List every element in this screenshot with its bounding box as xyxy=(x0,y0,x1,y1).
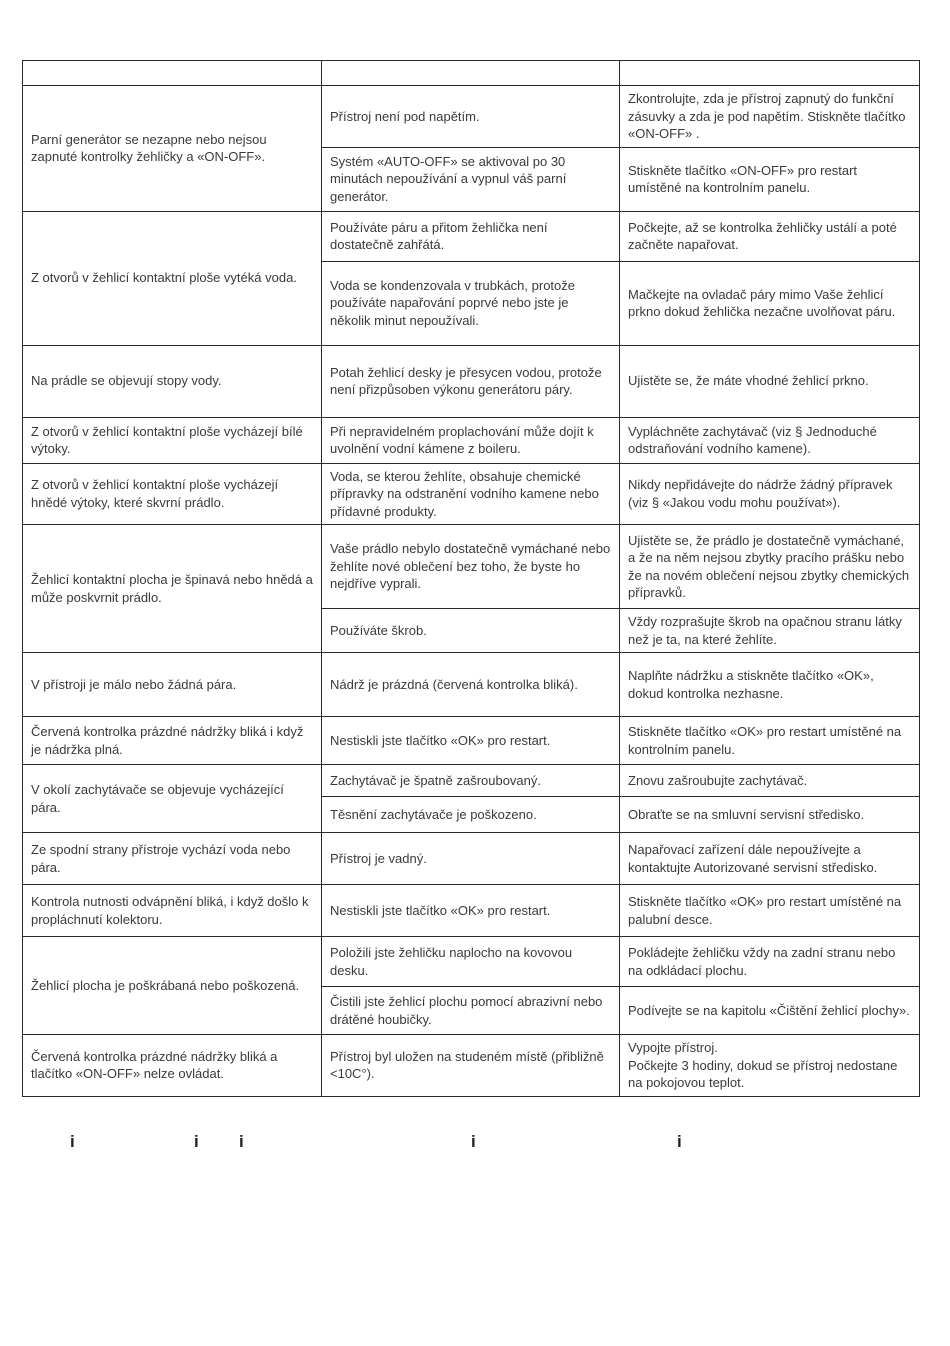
solution-cell: Mačkejte na ovladač páry mimo Vaše žehlicí prkno dokud žehlička nezačne uvolňovat páru. xyxy=(620,261,920,345)
solution-cell: Stiskněte tlačítko «OK» pro restart umístěné na kontrolním panelu. xyxy=(620,717,920,765)
table-row xyxy=(23,885,920,937)
table-row xyxy=(23,463,920,525)
solution-cell: Počkejte, až se kontrolka žehličky ustálí a poté začněte napařovat. xyxy=(620,211,920,261)
header-row xyxy=(23,61,920,86)
cause-cell: Těsnění zachytávače je poškozeno. xyxy=(322,797,620,833)
table-row xyxy=(23,717,920,765)
table-row xyxy=(23,937,920,987)
cause-cell: Přístroj je vadný. xyxy=(322,833,620,885)
header-problem xyxy=(23,61,322,86)
cause-cell: Potah žehlicí desky je přesycen vodou, protože není přizpůsoben výkonu generátoru páry. xyxy=(322,345,620,417)
table-row xyxy=(23,833,920,885)
cause-cell: Nádrž je prázdná (červená kontrolka bliká). xyxy=(322,653,620,717)
table-row xyxy=(23,765,920,797)
header-cause xyxy=(322,61,620,86)
table-row xyxy=(23,1035,920,1097)
solution-cell: Naplňte nádržku a stiskněte tlačítko «OK», dokud kontrolka nezhasne. xyxy=(620,653,920,717)
problem-cell: Červená kontrolka prázdné nádržky bliká a tlačítko «ON-OFF» nelze ovládat. xyxy=(23,1035,322,1097)
table-row xyxy=(23,525,920,609)
table-header xyxy=(23,61,920,86)
solution-cell: Vždy rozprašujte škrob na opačnou stranu látky než je ta, na které žehlíte. xyxy=(620,609,920,653)
solution-cell: Podívejte se na kapitolu «Čištění žehlicí plochy». xyxy=(620,987,920,1035)
cause-cell: Voda, se kterou žehlíte, obsahuje chemické přípravky na odstranění vodního kamene nebo přídavné produkty. xyxy=(322,463,620,525)
problem-cell: Ze spodní strany přístroje vychází voda nebo pára. xyxy=(23,833,322,885)
cause-cell: Systém «AUTO-OFF» se aktivoval po 30 minutách nepoužívání a vypnul váš parní generátor. xyxy=(322,147,620,211)
solution-cell: Stiskněte tlačítko «ON-OFF» pro restart umístěné na kontrolním panelu. xyxy=(620,147,920,211)
solution-cell: Ujistěte se, že prádlo je dostatečně vymáchané, a že na něm nejsou zbytky pracího prášku nebo že na novém oblečení nejsou zbytky chemických přípravků. xyxy=(620,525,920,609)
problem-cell: V přístroji je málo nebo žádná pára. xyxy=(23,653,322,717)
solution-cell: Vypláchněte zachytávač (viz § Jednoduché odstraňování vodního kamene). xyxy=(620,417,920,463)
solution-cell: Stiskněte tlačítko «OK» pro restart umístěné na palubní desce. xyxy=(620,885,920,937)
table-body xyxy=(23,86,920,1097)
cause-cell: Zachytávač je špatně zašroubovaný. xyxy=(322,765,620,797)
solution-cell: Znovu zašroubujte zachytávač. xyxy=(620,765,920,797)
cause-cell: Voda se kondenzovala v trubkách, protože používáte napařování poprvé nebo jste je několik minut nepoužívali. xyxy=(322,261,620,345)
header-solution xyxy=(620,61,920,86)
table-row xyxy=(23,653,920,717)
solution-cell: Napařovací zařízení dále nepoužívejte a kontaktujte Autorizované servisní středisko. xyxy=(620,833,920,885)
cause-cell: Při nepravidelném proplachování může dojít k uvolnění vodní kámene z boileru. xyxy=(322,417,620,463)
problem-cell: Parní generátor se nezapne nebo nejsou zapnuté kontrolky žehličky a «ON-OFF». xyxy=(23,86,322,212)
info-mark: i xyxy=(677,1132,682,1151)
solution-cell: Obraťte se na smluvní servisní středisko. xyxy=(620,797,920,833)
cause-cell: Nestiskli jste tlačítko «OK» pro restart. xyxy=(322,885,620,937)
table-row xyxy=(23,211,920,261)
cause-cell: Vaše prádlo nebylo dostatečně vymáchané nebo žehlíte nové oblečení bez toho, že byste ho nejdříve vyprali. xyxy=(322,525,620,609)
cause-cell: Položili jste žehličku naplocho na kovovou desku. xyxy=(322,937,620,987)
problem-cell: Červená kontrolka prázdné nádržky bliká i když je nádržka plná. xyxy=(23,717,322,765)
problem-cell: Na prádle se objevují stopy vody. xyxy=(23,345,322,417)
cause-cell: Nestiskli jste tlačítko «OK» pro restart. xyxy=(322,717,620,765)
problem-cell: Žehlicí kontaktní plocha je špinavá nebo hnědá a může poskvrnit prádlo. xyxy=(23,525,322,653)
table-row xyxy=(23,86,920,148)
cause-cell: Přístroj byl uložen na studeném místě (přibližně <10C°). xyxy=(322,1035,620,1097)
info-mark: i xyxy=(471,1132,476,1151)
problem-cell: Z otvorů v žehlicí kontaktní ploše vycházejí bílé výtoky. xyxy=(23,417,322,463)
problem-cell: Z otvorů v žehlicí kontaktní ploše vytéká voda. xyxy=(23,211,322,345)
problem-cell: V okolí zachytávače se objevuje vycházející pára. xyxy=(23,765,322,833)
solution-cell: Pokládejte žehličku vždy na zadní stranu nebo na odkládací plochu. xyxy=(620,937,920,987)
solution-cell: Vypojte přístroj. Počkejte 3 hodiny, dokud se přístroj nedostane na pokojovou teplot. xyxy=(620,1035,920,1097)
cause-cell: Používáte škrob. xyxy=(322,609,620,653)
problem-cell: Kontrola nutnosti odvápnění bliká, i když došlo k propláchnutí kolektoru. xyxy=(23,885,322,937)
problem-cell: Z otvorů v žehlicí kontaktní ploše vycházejí hnědé výtoky, které skvrní prádlo. xyxy=(23,463,322,525)
troubleshooting-table xyxy=(22,60,920,1097)
solution-cell: Ujistěte se, že máte vhodné žehlicí prkno. xyxy=(620,345,920,417)
cause-cell: Čistili jste žehlicí plochu pomocí abrazivní nebo drátěné houbičky. xyxy=(322,987,620,1035)
footer-marks xyxy=(0,1132,950,1154)
solution-cell: Nikdy nepřidávejte do nádrže žádný přípravek (viz § «Jakou vodu mohu používat»). xyxy=(620,463,920,525)
cause-cell: Přístroj není pod napětím. xyxy=(322,86,620,148)
problem-cell: Žehlicí plocha je poškrábaná nebo poškozená. xyxy=(23,937,322,1035)
info-mark: i xyxy=(194,1132,199,1151)
cause-cell: Používáte páru a přitom žehlička není dostatečně zahřátá. xyxy=(322,211,620,261)
table-row xyxy=(23,417,920,463)
info-mark: i xyxy=(70,1132,75,1151)
solution-cell: Zkontrolujte, zda je přístroj zapnutý do funkční zásuvky a zda je pod napětím. Stiskněte tlačítko «ON-OFF» . xyxy=(620,86,920,148)
info-mark: i xyxy=(239,1132,244,1151)
table-row xyxy=(23,345,920,417)
